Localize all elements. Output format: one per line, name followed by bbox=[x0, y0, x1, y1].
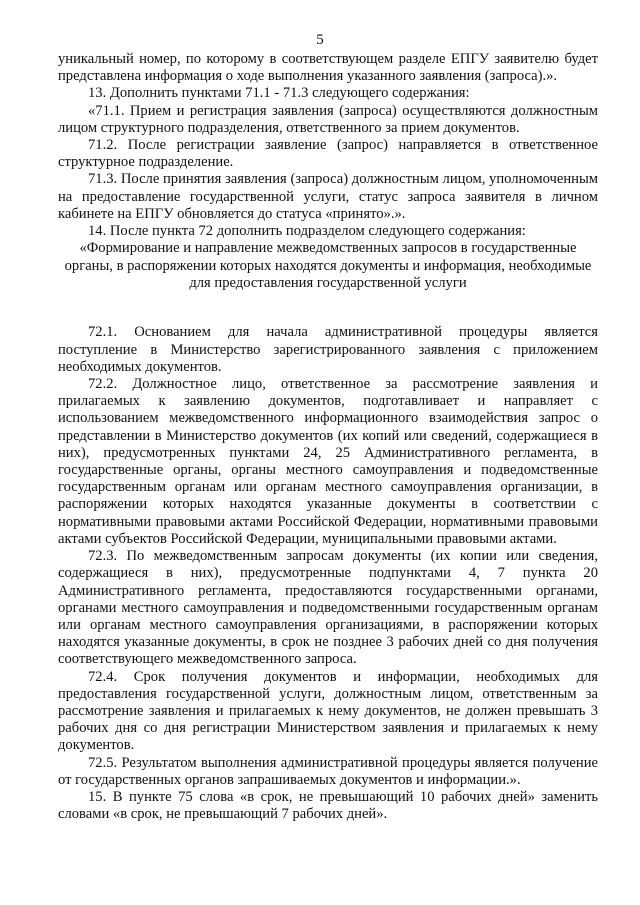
paragraph: 72.5. Результатом выполнения административной процедуры является получение от государственных органов запрашиваемых документов и информации.». bbox=[58, 754, 598, 788]
document-body bbox=[58, 51, 598, 823]
paragraph: 72.2. Должностное лицо, ответственное за рассмотрение заявления и прилагаемых к заявлению документов, подготавливает и направляет с использованием межведомственного информационного взаимодействия запрос о представлении в Министерство документов (их копий или сведений, содержащиеся в них), предусмотренных пунктами 24, 25 Административного регламента, в государственные органы, органы местного самоуправления и подведомственные государственным органам или органам местного самоуправления организации, в распоряжении которых находятся указанные документы в соответствии с нормативными правовыми актами Российской Федерации, нормативными правовыми актами субъектов Российской Федерации, муниципальными правовыми актами. bbox=[58, 376, 598, 547]
paragraph: «71.1. Прием и регистрация заявления (запроса) осуществляются должностным лицом структурного подразделения, ответственного за прием документов. bbox=[58, 102, 598, 136]
spacer bbox=[58, 298, 598, 324]
paragraph: 71.3. После принятия заявления (запроса) должностным лицом, уполномоченным на предоставление государственной услуги, статус запроса заявителя в личном кабинете на ЕПГУ обновляется до статуса «принято».». bbox=[58, 171, 598, 222]
paragraph: 72.4. Срок получения документов и информации, необходимых для предоставления государственной услуги, должностным лицом, ответственным за рассмотрение заявления и прилагаемых к нему документов, не должен превышать 3 рабочих дня со дня регистрации Министерством заявления и прилагаемых к нему документов. bbox=[58, 668, 598, 754]
section-heading: «Формирование и направление межведомственных запросов в государственные органы, в распоряжении которых находятся документы и информация, необходимые для предоставления государственной услуги bbox=[64, 240, 592, 292]
paragraph: 15. В пункте 75 слова «в срок, не превышающий 10 рабочих дней» заменить словами «в срок, не превышающий 7 рабочих дней». bbox=[58, 788, 598, 823]
paragraph: 14. После пункта 72 дополнить подразделом следующего содержания: bbox=[88, 223, 526, 240]
paragraph: уникальный номер, по которому в соответствующем разделе ЕПГУ заявителю будет представлена информация о ходе выполнения указанного заявления (запроса).». bbox=[58, 51, 598, 85]
page-number: 5 bbox=[316, 32, 324, 48]
paragraph: 72.3. По межведомственным запросам документы (их копии или сведения, содержащиеся в них), предусмотренные подпунктами 4, 7 пункта 20 Административного регламента, предоставляются государственными органами, органами местного самоуправления и подведомственными государственным органам или органам местного самоуправления организациями, в распоряжении которых находятся указанные документы, в срок не позднее 3 рабочих дней со дня получения соответствующего межведомственного запроса. bbox=[58, 548, 598, 668]
paragraph: 71.2. После регистрации заявление (запрос) направляется в ответственное структурное подразделение. bbox=[58, 137, 598, 171]
paragraph: 72.1. Основанием для начала административной процедуры является поступление в Министерство зарегистрированного заявления с приложением необходимых документов. bbox=[58, 324, 598, 375]
paragraph: 13. Дополнить пунктами 71.1 - 71.3 следующего содержания: bbox=[88, 85, 470, 102]
